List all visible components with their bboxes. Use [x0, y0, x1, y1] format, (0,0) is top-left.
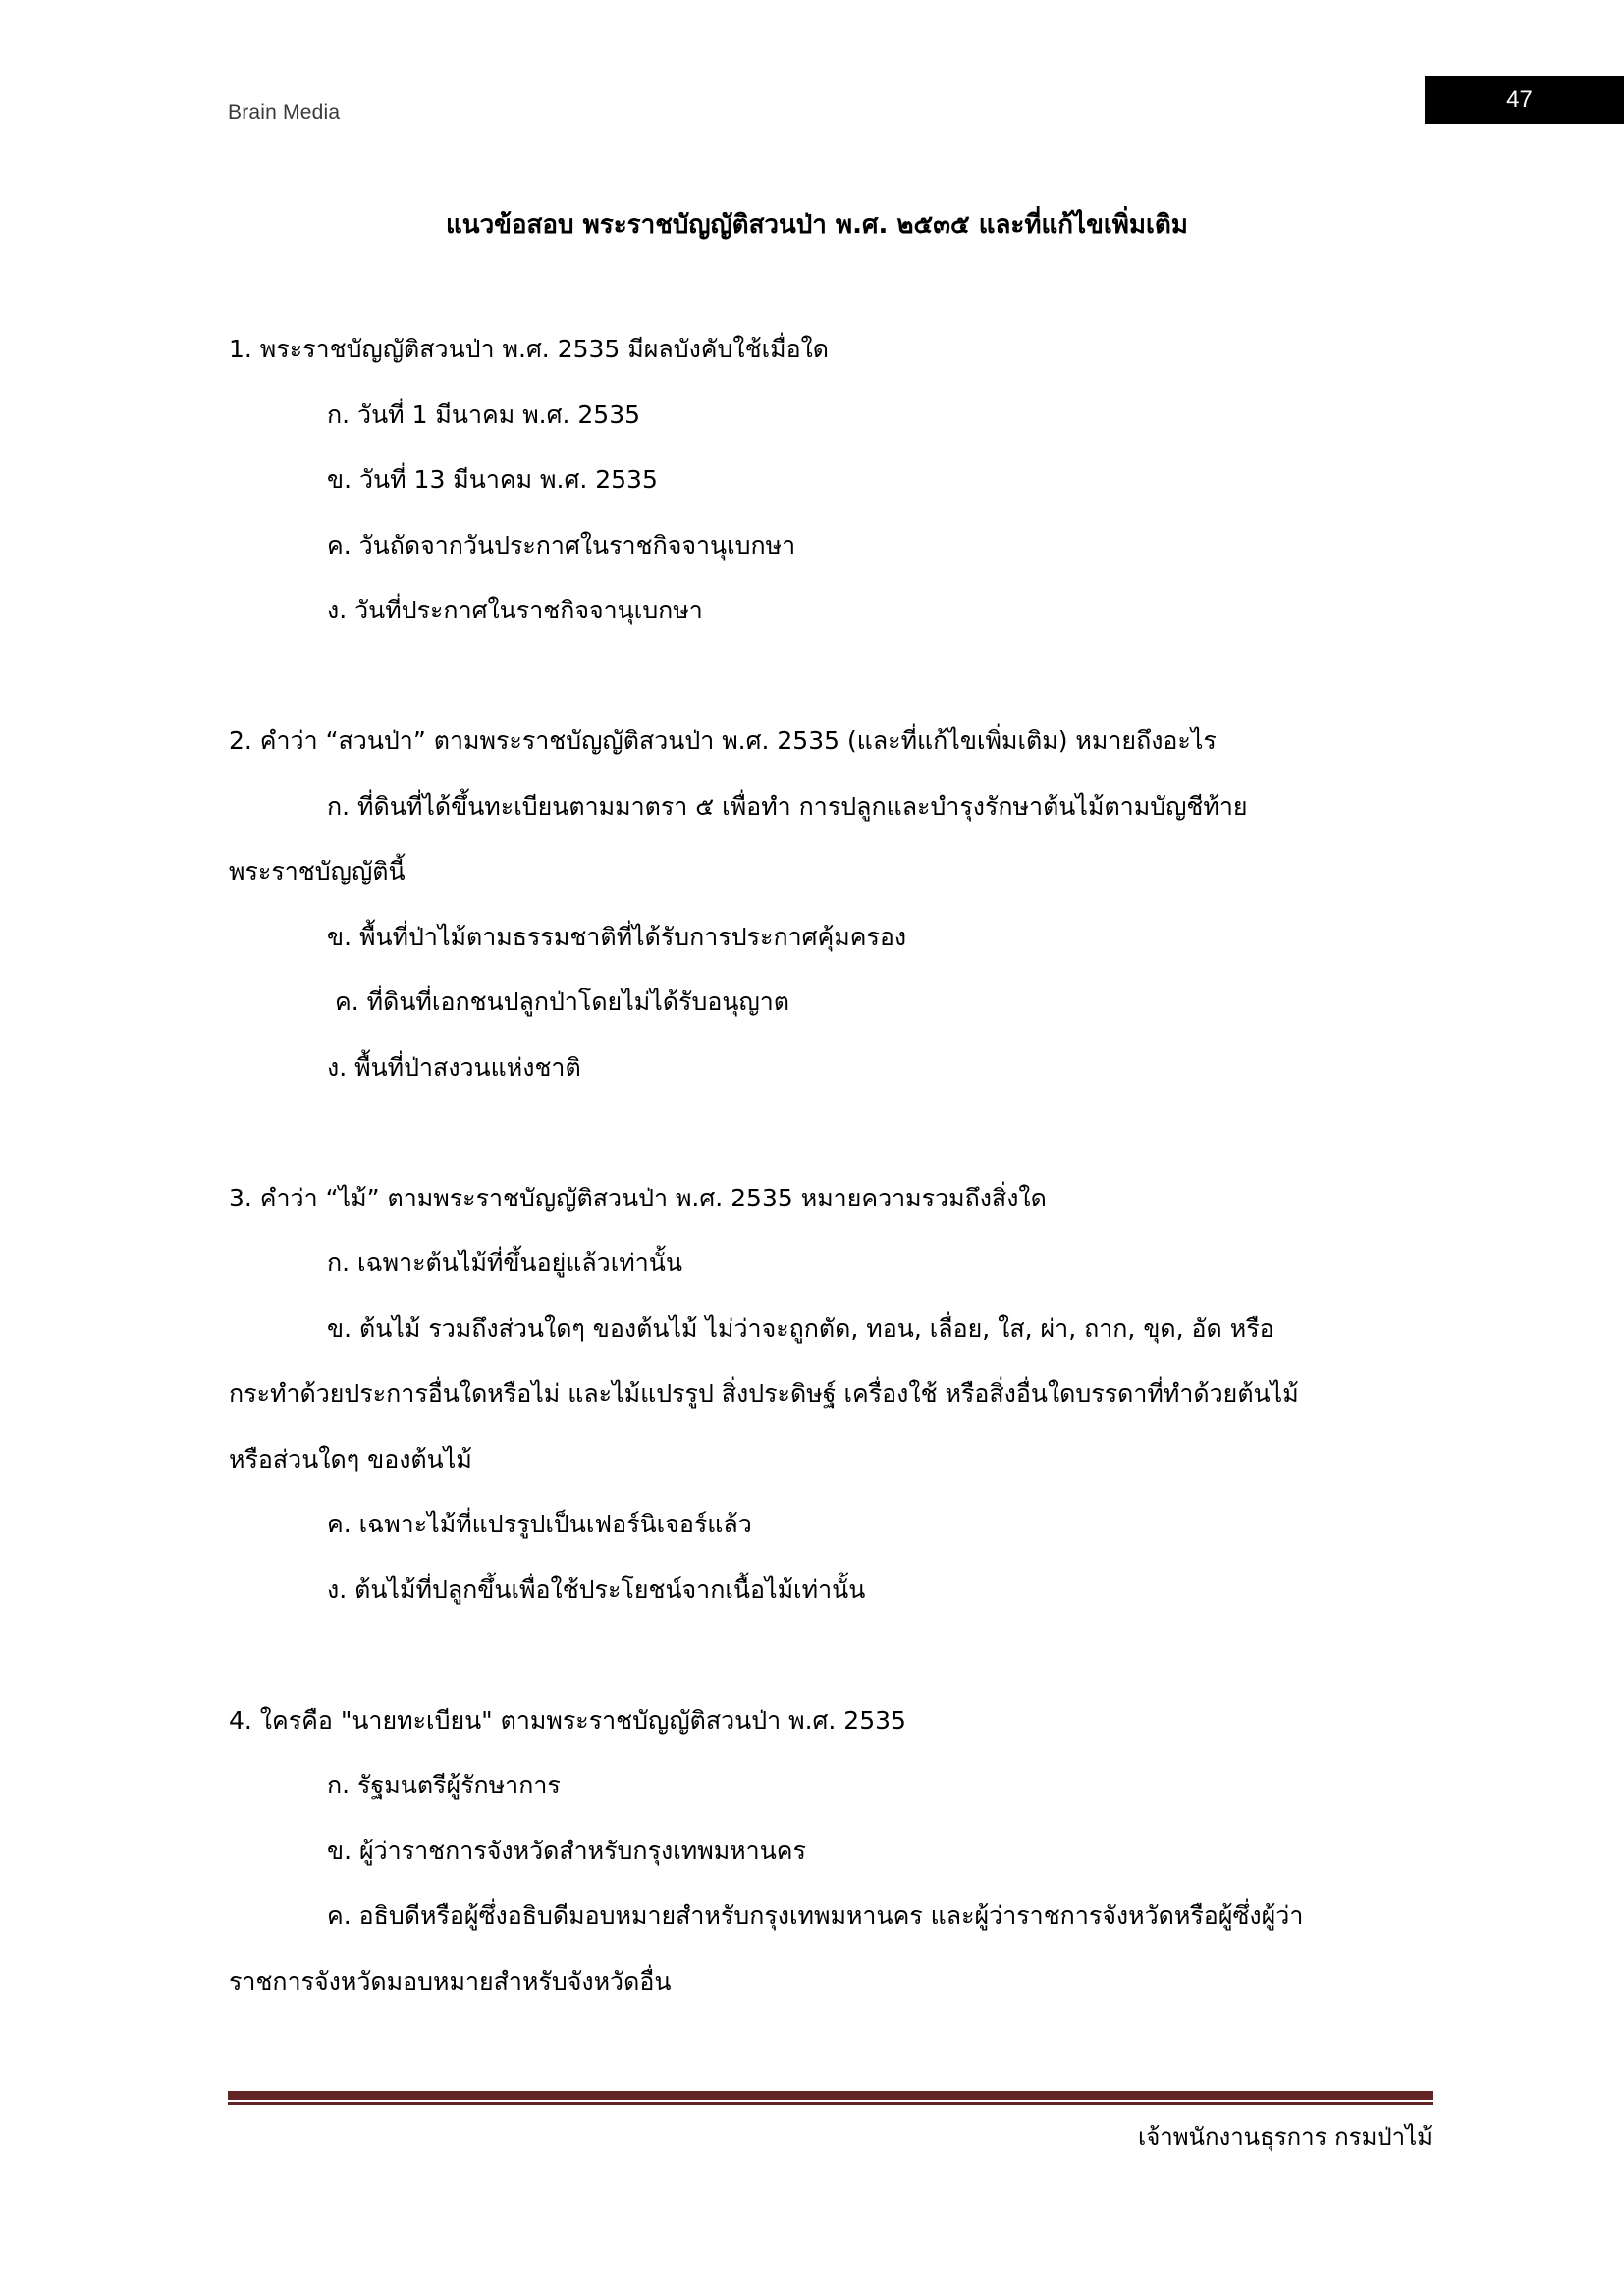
answer-option-continuation: ราชการจังหวัดมอบหมายสำหรับจังหวัดอื่น	[229, 1966, 672, 1996]
question-text: 2. คำว่า “สวนป่า” ตามพระราชบัญญัติสวนป่า พ.ศ. 2535 (และที่แก้ไขเพิ่มเติม) หมายถึงอะไร	[229, 726, 1217, 755]
footer-divider-thin	[228, 2102, 1433, 2105]
spacer	[229, 657, 1436, 722]
answer-option: ค. ที่ดินที่เอกชนปลูกป่าโดยไม่ได้รับอนุญาต	[335, 988, 790, 1016]
page-number: 47	[1506, 85, 1533, 113]
question-block	[229, 330, 1436, 657]
spacer	[229, 1635, 1436, 1701]
answer-option-continuation: พระราชบัญญัตินี้	[229, 857, 406, 885]
answer-option: ข. ผู้ว่าราชการจังหวัดสำหรับกรุงเทพมหานคร	[327, 1836, 806, 1865]
answer-option: ก. รัฐมนตรีผู้รักษาการ	[327, 1771, 561, 1799]
answer-option: ข. วันที่ 13 มีนาคม พ.ศ. 2535	[327, 465, 658, 494]
answer-option: ง. ต้นไม้ที่ปลูกขึ้นเพื่อใช้ประโยชน์จากเนื้อไม้เท่านั้น	[327, 1575, 866, 1604]
footer-text: เจ้าพนักงานธุรการ กรมป่าไม้	[1137, 2123, 1433, 2151]
answer-option: ง. พื้นที่ป่าสงวนแห่งชาติ	[327, 1052, 581, 1082]
answer-option: ข. ต้นไม้ รวมถึงส่วนใดๆ ของต้นไม้ ไม่ว่าจะถูกตัด, ทอน, เลื่อย, ใส, ผ่า, ถาก, ขุด, อัด หรือ	[327, 1313, 1274, 1343]
header-brand: Brain Media	[228, 101, 341, 124]
answer-option-continuation: กระทำด้วยประการอื่นใดหรือไม่ และไม้แปรรูป สิ่งประดิษฐ์ เครื่องใช้ หรือสิ่งอื่นใดบรรดาที่ทำด้วยต้นไม้	[229, 1379, 1299, 1408]
question-text: 3. คำว่า “ไม้” ตามพระราชบัญญัติสวนป่า พ.ศ. 2535 หมายความรวมถึงสิ่งใด	[229, 1183, 1047, 1212]
question-text: 4. ใครคือ "นายทะเบียน" ตามพระราชบัญญัติสวนป่า พ.ศ. 2535	[229, 1705, 906, 1735]
answer-option: ก. วันที่ 1 มีนาคม พ.ศ. 2535	[327, 400, 641, 429]
question-block	[229, 721, 1436, 1113]
answer-option: ข. พื้นที่ป่าไม้ตามธรรมชาติที่ได้รับการประกาศคุ้มครอง	[327, 922, 907, 951]
page-number-badge	[1425, 76, 1624, 124]
question-list	[229, 330, 1436, 2027]
question-text: 1. พระราชบัญญัติสวนป่า พ.ศ. 2535 มีผลบังคับใช้เมื่อใด	[229, 335, 830, 363]
spacer	[229, 1113, 1436, 1179]
page-title: แนวข้อสอบ พระราชบัญญัติสวนป่า พ.ศ. ๒๕๓๕ และที่แก้ไขเพิ่มเติม	[446, 210, 1188, 240]
answer-option: ก. เฉพาะต้นไม้ที่ขึ้นอยู่แล้วเท่านั้น	[327, 1249, 682, 1277]
question-block	[229, 1179, 1436, 1636]
answer-option: ค. เฉพาะไม้ที่แปรรูปเป็นเฟอร์นิเจอร์แล้ว	[327, 1510, 752, 1538]
question-block	[229, 1701, 1436, 2028]
answer-option: ค. อธิบดีหรือผู้ซึ่งอธิบดีมอบหมายสำหรับกรุงเทพมหานคร และผู้ว่าราชการจังหวัดหรือผู้ซึ่งผู้ว่า	[327, 1901, 1304, 1930]
answer-option: ค. วันถัดจากวันประกาศในราชกิจจานุเบกษา	[327, 530, 796, 560]
answer-option: ง. วันที่ประกาศในราชกิจจานุเบกษา	[327, 596, 703, 624]
footer-divider-thick	[228, 2091, 1433, 2100]
answer-option: ก. ที่ดินที่ได้ขึ้นทะเบียนตามมาตรา ๕ เพื่อทำ การปลูกและบำรุงรักษาต้นไม้ตามบัญชีท้าย	[327, 791, 1248, 821]
answer-option-continuation: หรือส่วนใดๆ ของต้นไม้	[229, 1444, 472, 1473]
